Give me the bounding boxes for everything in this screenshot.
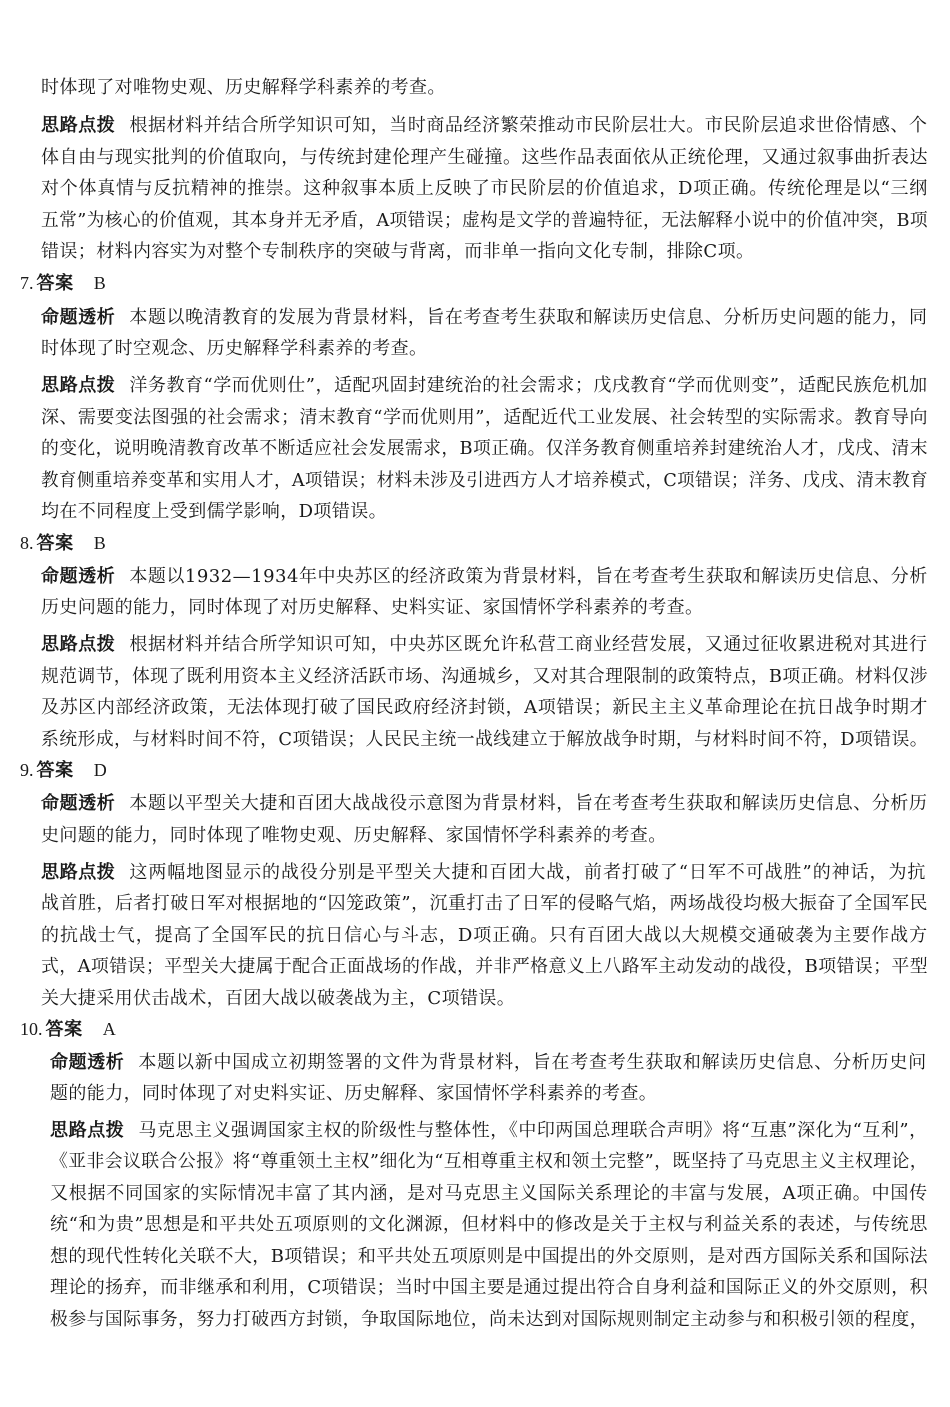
section-label: 思路点拨 (50, 1120, 125, 1141)
text-line (50, 1310, 928, 1330)
text-line (41, 698, 928, 718)
answer-value: D (93, 760, 107, 780)
text-line (41, 826, 667, 846)
answer-label: 答案 (36, 533, 74, 554)
question-number: 9. (20, 760, 34, 780)
text-line (50, 1278, 928, 1298)
section-label: 命题透析 (50, 1052, 125, 1073)
text-line (50, 1247, 928, 1267)
section-label: 命题透析 (41, 307, 116, 328)
text-line (41, 730, 928, 750)
question-number: 7. (20, 273, 34, 293)
line-text: 根据材料并结合所学知识可知，当时商品经济繁荣推动市民阶层壮大。市民阶层追求世俗情感、个 (129, 115, 928, 136)
text-line (41, 78, 446, 98)
section-first-line (41, 863, 926, 883)
line-text: 教育侧重培养变革和实用人才，A项错误；材料未涉及引进西方人才培养模式，C项错误；洋务、戊戌、清末教育 (41, 470, 929, 491)
line-text: 洋务教育“学而优则仕”，适配巩固封建统治的社会需求；戊戌教育“学而优则变”，适配民族危机加 (129, 375, 928, 396)
answer-line (20, 533, 106, 554)
line-text: 本题以平型关大捷和百团大战战役示意图为背景材料，旨在考查考生获取和解读历史信息、分析历 (129, 793, 928, 814)
line-text: 题的能力，同时体现了对史料实证、历史解释、家国情怀学科素养的考查。 (50, 1083, 658, 1104)
section-label: 命题透析 (41, 566, 116, 587)
section-label: 思路点拨 (41, 115, 116, 136)
section-first-line (41, 376, 928, 396)
answer-label: 答案 (45, 1019, 83, 1040)
text-line (41, 502, 387, 522)
line-text: 关大捷采用伏击战术，百团大战以破袭战为主，C项错误。 (41, 988, 516, 1009)
section-first-line (41, 116, 928, 136)
line-text: 本题以1932—1934年中央苏区的经济政策为背景材料，旨在考查考生获取和解读历史信息、分析 (129, 566, 928, 587)
answer-line (20, 273, 106, 294)
section-label: 命题透析 (41, 793, 116, 814)
section-label: 思路点拨 (41, 862, 116, 883)
line-text: 时体现了时空观念、历史解释学科素养的考查。 (41, 338, 428, 359)
line-text: 《亚非会议联合公报》将“尊重领土主权”细化为“互相尊重主权和领土完整”，既坚持了马克思主义主权理论， (50, 1151, 928, 1172)
line-text: 极参与国际事务，努力打破西方封锁，争取国际地位，尚未达到对国际规则制定主动参与和积极引领的程度， (50, 1309, 928, 1330)
line-text: 深、需要变法图强的社会需求；清末教育“学而优则用”，适配近代工业发展、社会转型的实际需求。教育导向 (41, 407, 928, 428)
answer-value: B (93, 273, 106, 293)
line-text: 及苏区内部经济政策，无法体现打破了国民政府经济封锁，A项错误；新民主主义革命理论在抗日战争时期才 (41, 697, 929, 718)
section-first-line (50, 1053, 927, 1073)
text-line (50, 1184, 928, 1204)
line-text: 对个体真情与反抗精神的推崇。这种叙事本质上反映了市民阶层的价值追求，D项正确。传统伦理是以“三纲 (41, 178, 928, 199)
text-line (50, 1084, 657, 1104)
line-text: 错误；材料内容实为对整个专制秩序的突破与背离，而非单一指向文化专制，排除C项。 (41, 241, 755, 262)
line-text: 本题以新中国成立初期签署的文件为背景材料，旨在考查考生获取和解读历史信息、分析历史问 (138, 1052, 927, 1073)
section-first-line (50, 1121, 928, 1141)
text-line (41, 439, 928, 459)
line-text: 均在不同程度上受到儒学影响，D项错误。 (41, 501, 388, 522)
text-line (41, 894, 928, 914)
line-text: 理论的扬弃，而非继承和利用，C项错误；当时中国主要是通过提出符合自身利益和国际正义的外交原则，积 (50, 1277, 929, 1298)
line-text: 根据材料并结合所学知识可知，中央苏区既允许私营工商业经营发展，又通过征收累进税对其进行 (129, 634, 928, 655)
line-text: 统“和为贵”思想是和平共处五项原则的文化渊源，但材料中的修改是关于主权与利益关系的表述，与传统思 (50, 1214, 929, 1235)
text-line (41, 408, 928, 428)
section-first-line (41, 567, 928, 587)
line-text: 史问题的能力，同时体现了唯物史观、历史解释、家国情怀学科素养的考查。 (41, 825, 667, 846)
question-number: 10. (20, 1019, 43, 1039)
text-line (41, 471, 928, 491)
answer-line (20, 1019, 116, 1040)
line-text: 想的现代性转化关联不大，B项错误；和平共处五项原则是中国提出的外交原则，是对西方国际关系和国际法 (50, 1246, 928, 1267)
text-line (41, 957, 928, 977)
answer-value: B (93, 533, 106, 553)
section-label: 思路点拨 (41, 634, 116, 655)
line-text: 系统形成，与材料时间不符，C项错误；人民民主统一战线建立于解放战争时期，与材料时间不符，D项错误。 (41, 729, 929, 750)
answer-line (20, 760, 107, 781)
line-text: 式，A项错误；平型关大捷属于配合正面战场的作战，并非严格意义上八路军主动发动的战役，B项错误；平型 (41, 956, 929, 977)
text-line (41, 667, 928, 687)
line-text: 又根据不同国家的实际情况丰富了其内涵，是对马克思主义国际关系理论的丰富与发展，A项正确。中国传 (50, 1183, 928, 1204)
text-line (50, 1152, 928, 1172)
line-text: 马克思主义强调国家主权的阶级性与整体性，《中印两国总理联合声明》将“互惠”深化为“互利”， (138, 1120, 928, 1141)
text-line (41, 926, 928, 946)
text-line (41, 179, 928, 199)
text-line (41, 598, 703, 618)
answer-label: 答案 (36, 273, 74, 294)
line-text: 的变化，说明晚清教育改革不断适应社会发展需求，B项正确。仅洋务教育侧重培养封建统治人才，戊戌、清末 (41, 438, 928, 459)
line-text: 五常”为核心的价值观，其本身并无矛盾，A项错误；虚构是文学的普遍特征，无法解释小说中的价值冲突，B项 (41, 210, 929, 231)
line-text: 的抗战士气，提高了全国军民的抗日信心与斗志，D项正确。只有百团大战以大规模交通破袭为主要作战方 (41, 925, 929, 946)
section-first-line (41, 635, 928, 655)
text-line (41, 242, 754, 262)
question-number: 8. (20, 533, 34, 553)
line-text: 本题以晚清教育的发展为背景材料，旨在考查考生获取和解读历史信息、分析历史问题的能力，同 (129, 307, 928, 328)
line-text: 战首胜，后者打破日军对根据地的“囚笼政策”，沉重打击了日军的侵略气焰，两场战役均极大振奋了全国军民 (41, 893, 928, 914)
line-text: 时体现了对唯物史观、历史解释学科素养的考查。 (41, 77, 446, 98)
answer-value: A (102, 1019, 116, 1039)
section-label: 思路点拨 (41, 375, 116, 396)
text-line (41, 211, 928, 231)
line-text: 历史问题的能力，同时体现了对历史解释、史料实证、家国情怀学科素养的考查。 (41, 597, 704, 618)
answer-label: 答案 (36, 760, 74, 781)
line-text: 规范调节，体现了既利用资本主义经济活跃市场、沟通城乡，又对其合理限制的政策特点，B项正确。材料仅涉 (41, 666, 928, 687)
section-first-line (41, 308, 928, 328)
section-first-line (41, 794, 928, 814)
text-line (50, 1215, 928, 1235)
line-text: 这两幅地图显示的战役分别是平型关大捷和百团大战，前者打破了“日军不可战胜”的神话，为抗 (129, 862, 927, 883)
text-line (41, 339, 427, 359)
text-line (41, 989, 515, 1009)
line-text: 体自由与现实批判的价值取向，与传统封建伦理产生碰撞。这些作品表面依从正统伦理，又通过叙事曲折表达 (41, 147, 928, 168)
text-line (41, 148, 928, 168)
